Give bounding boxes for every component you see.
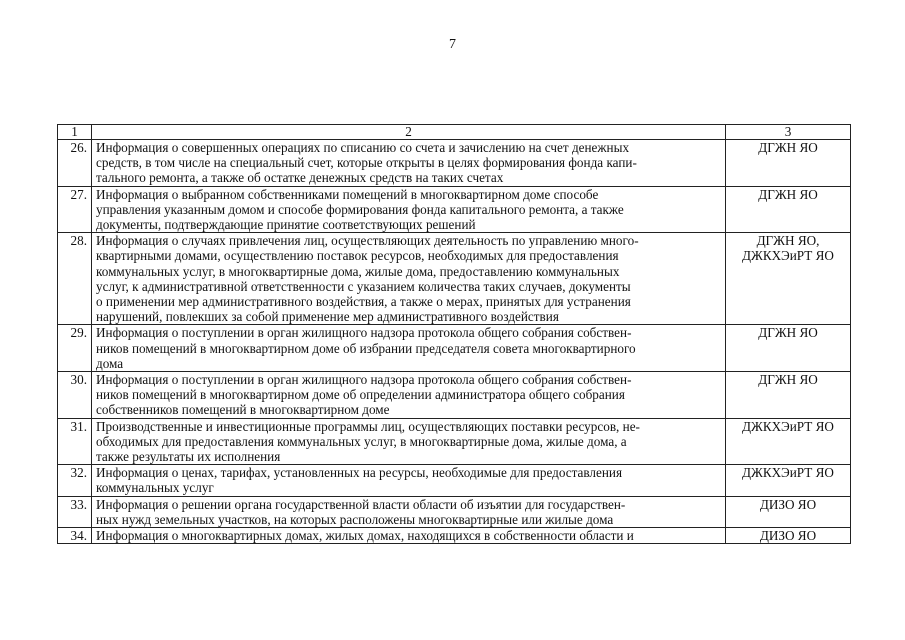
page-number: 7	[449, 37, 456, 52]
description-line: средств, в том числе на специальный счет, которые открыты в целях формирования фонда капи-	[96, 155, 637, 171]
table-row	[58, 528, 851, 544]
table-row	[58, 372, 851, 419]
org-line: ДГЖН ЯО,	[756, 233, 820, 249]
org-line: ДГЖН ЯО	[758, 140, 818, 155]
row-number: 29.	[58, 325, 92, 372]
row-responsible-org	[726, 465, 851, 496]
table-row	[58, 418, 851, 465]
description-line: Информация о выбранном собственниками помещений в многоквартирном доме способе	[96, 186, 599, 202]
org-line: ДЖКХЭиРТ ЯО	[742, 248, 834, 264]
org-line: ДЖКХЭиРТ ЯО	[742, 465, 834, 481]
row-number: 26.	[58, 140, 92, 187]
row-responsible-org	[726, 372, 851, 419]
description-line: Информация о решении органа государственной власти области об изъятии для государствен-	[96, 496, 626, 512]
row-number: 27.	[58, 186, 92, 233]
org-line: ДИЗО ЯО	[759, 496, 817, 512]
description-line: Информация о случаях привлечения лиц, осуществляющих деятельность по управлению много-	[96, 233, 639, 249]
row-description	[92, 140, 726, 187]
description-line: также результаты их исполнения	[96, 449, 281, 465]
description-line: управления указанным домом и способе формирования фонда капитального ремонта, а также	[96, 201, 624, 217]
row-responsible-org	[726, 496, 851, 527]
row-number: 32.	[58, 465, 92, 496]
description-line: обходимых для предоставления коммунальных услуг, в многоквартирные дома, жилые дома, а	[96, 433, 627, 449]
row-responsible-org	[726, 325, 851, 372]
description-line: документы, подтверждающие принятие соответствующих решений	[96, 217, 476, 233]
description-line: ников помещений в многоквартирном доме об избрании председателя совета многоквартирного	[96, 340, 636, 356]
row-number: 28.	[58, 233, 92, 325]
description-line: коммунальных услуг	[96, 480, 214, 496]
description-line: Информация о многоквартирных домах, жилых домах, находящихся в собственности области и	[96, 528, 634, 544]
row-description	[92, 528, 726, 544]
row-responsible-org	[726, 186, 851, 233]
table-row	[58, 496, 851, 527]
row-description	[92, 496, 726, 527]
row-number: 30.	[58, 372, 92, 419]
header-col-3: 3	[726, 125, 851, 140]
description-line: квартирными домами, осуществлению поставок ресурсов, необходимых для предоставления	[96, 248, 619, 264]
document-table	[57, 124, 851, 544]
description-line: коммунальных услуг, в многоквартирные дома, жилые дома, предоставлению коммунальных	[96, 263, 620, 279]
table-body	[58, 125, 851, 544]
description-line: нарушений, повлекших за собой применение мер административного воздействия	[96, 309, 559, 325]
row-description	[92, 418, 726, 465]
description-line: собственников помещений в многоквартирном доме	[96, 402, 390, 418]
description-line: Информация о совершенных операциях по списанию со счета и зачислению на счет денежных	[96, 140, 630, 155]
table-header-row	[58, 125, 851, 140]
row-number: 34.	[58, 528, 92, 544]
row-responsible-org	[726, 233, 851, 325]
row-description	[92, 465, 726, 496]
org-line: ДГЖН ЯО	[758, 325, 818, 341]
row-responsible-org	[726, 140, 851, 187]
row-description	[92, 372, 726, 419]
row-description	[92, 233, 726, 325]
row-number: 31.	[58, 418, 92, 465]
table-row	[58, 140, 851, 187]
org-line: ДИЗО ЯО	[759, 528, 817, 544]
table-row	[58, 233, 851, 325]
description-line: Информация о поступлении в орган жилищного надзора протокола общего собрания собствен-	[96, 372, 632, 388]
org-line: ДГЖН ЯО	[758, 186, 818, 202]
table-row	[58, 325, 851, 372]
description-line: о применении мер административного воздействия, а также о мерах, принятых для устранения	[96, 294, 631, 310]
description-line: тального ремонта, а также об остатке денежных средств на таких счетах	[96, 170, 504, 186]
row-description	[92, 325, 726, 372]
table-row	[58, 465, 851, 496]
row-number: 33.	[58, 496, 92, 527]
description-line: дома	[96, 355, 124, 371]
header-col-1: 1	[58, 125, 92, 140]
row-description	[92, 186, 726, 233]
description-line: Информация о поступлении в орган жилищного надзора протокола общего собрания собствен-	[96, 325, 632, 341]
org-line: ДЖКХЭиРТ ЯО	[742, 418, 834, 434]
description-line: услуг, к административной ответственности с указанием количества таких случаев, документы	[96, 278, 631, 294]
org-line: ДГЖН ЯО	[758, 372, 818, 388]
table-row	[58, 186, 851, 233]
header-col-2: 2	[92, 125, 726, 140]
description-line: ников помещений в многоквартирном доме об определении администратора общего собрания	[96, 387, 625, 403]
description-line: Информация о ценах, тарифах, установленных на ресурсы, необходимые для предоставления	[96, 465, 623, 481]
row-responsible-org	[726, 418, 851, 465]
description-line: ных нужд земельных участков, на которых расположены многоквартирные или жилые дома	[96, 511, 614, 527]
row-responsible-org	[726, 528, 851, 544]
description-line: Производственные и инвестиционные программы лиц, осуществляющих поставки ресурсов, не-	[96, 418, 640, 434]
